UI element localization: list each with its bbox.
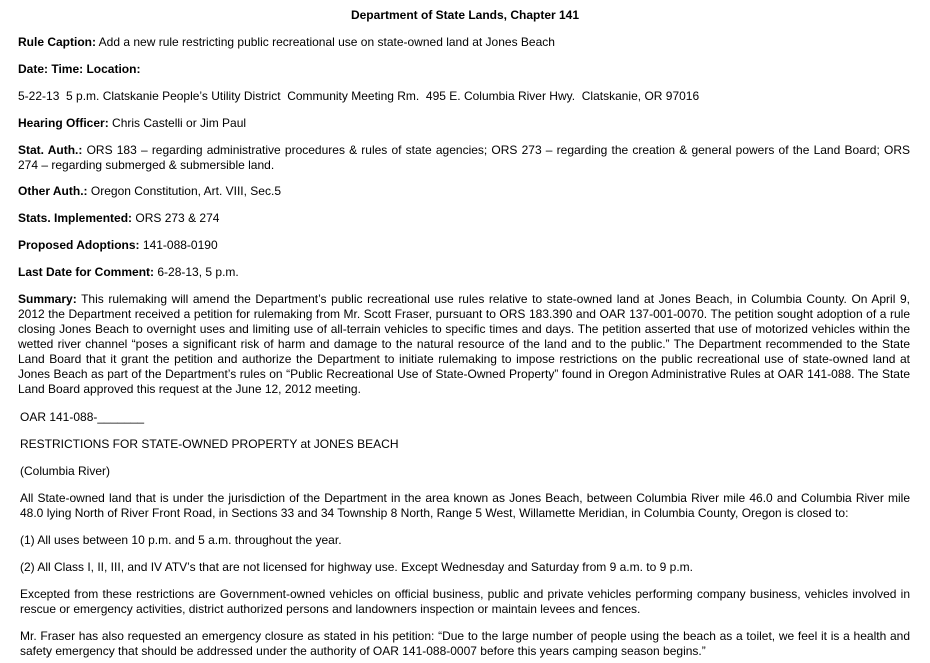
summary-value: This rulemaking will amend the Department’s public recreational use rules relative to state-owned land at Jones Beach, in Columbia County. On April 9, 2012 the Department received a petition for rulemaking from Mr. Scott Fraser, pursuant to ORS 183.390 and OAR 137-001-0070. The petition sought adoption of a rule closing Jones Beach to overnight uses and limiting use of all-terrain vehicles to specific times and days. The petition asserted that use of motorized vehicles within the wetted river channel “poses a significant risk of harm and damage to the natural resource of the land and to the public.” The Department recommended to the State Land Board that it grant the petition and authorize the Department to initiate rulemaking to impose restrictions on the public recreational use of state-owned land at Jones Beach as part of the Department’s rules on “Public Recreational Use of State-Owned Property” found in Oregon Administrative Rules at OAR 141-088. The State Land Board approved this request at the June 12, 2012 meeting. xyxy=(18,292,910,396)
stat-auth xyxy=(18,143,910,173)
stats-implemented-value: ORS 273 & 274 xyxy=(135,211,220,225)
stat-auth-label: Stat. Auth.: xyxy=(18,143,83,157)
stats-implemented-label: Stats. Implemented: xyxy=(18,211,133,225)
date-time-location xyxy=(18,62,910,77)
last-date-label: Last Date for Comment: xyxy=(18,265,155,279)
stat-auth-value: ORS 183 – regarding administrative procedures & rules of state agencies; ORS 273 – regarding the creation & general powers of the Land Board; ORS 274 – regarding submerged & submersible land. xyxy=(18,143,910,172)
emergency-closure-request: Mr. Fraser has also requested an emergency closure as stated in his petition: “Due to the large number of people using the beach as a toilet, we feel it is a health and safety emergency that should be addressed under the authority of OAR 141-088-0007 before this years camping season begins.” xyxy=(20,629,910,658)
last-date-for-comment xyxy=(18,265,910,280)
proposed-adoptions-value: 141-088-0190 xyxy=(142,238,218,252)
other-auth xyxy=(18,184,910,199)
last-date-value: 6-28-13, 5 p.m. xyxy=(157,265,239,279)
summary-label: Summary: xyxy=(18,292,77,306)
hearing-officer xyxy=(18,116,910,131)
meeting-info: 5-22-13 5 p.m. Clatskanie People’s Utility District Community Meeting Rm. 495 E. Columbia River Hwy. Clatskanie, OR 97016 xyxy=(18,89,700,103)
hearing-officer-value: Chris Castelli or Jim Paul xyxy=(112,116,247,130)
rule-caption-value: Add a new rule restricting public recreational use on state-owned land at Jones Beach xyxy=(98,35,555,49)
proposed-adoptions-label: Proposed Adoptions: xyxy=(18,238,140,252)
restriction-item-1: (1) All uses between 10 p.m. and 5 a.m. throughout the year. xyxy=(20,533,342,547)
restriction-item-2: (2) All Class I, II, III, and IV ATV’s that are not licensed for highway use. Except Wednesday and Saturday from 9 a.m. to 9 p.m. xyxy=(20,560,693,574)
rule-heading: RESTRICTIONS FOR STATE-OWNED PROPERTY at JONES BEACH xyxy=(20,437,399,451)
document-title: Department of State Lands, Chapter 141 xyxy=(350,8,580,22)
hearing-officer-label: Hearing Officer: xyxy=(18,116,109,130)
other-auth-value: Oregon Constitution, Art. VIII, Sec.5 xyxy=(90,184,281,198)
rule-subheading: (Columbia River) xyxy=(20,464,111,478)
other-auth-label: Other Auth.: xyxy=(18,184,88,198)
proposed-adoptions xyxy=(18,238,910,253)
date-time-location-label: Date: Time: Location: xyxy=(18,62,141,76)
stats-implemented xyxy=(18,211,910,226)
exceptions-paragraph: Excepted from these restrictions are Government-owned vehicles on official business, public and private vehicles performing company business, vehicles involved in rescue or emergency activities, district authorized persons and landowners inspection or maintain levees and fences. xyxy=(20,587,910,616)
land-description: All State-owned land that is under the jurisdiction of the Department in the area known as Jones Beach, between Columbia River mile 46.0 and Columbia River mile 48.0 lying North of River Front Road, in Sections 33 and 34 Township 8 North, Range 5 West, Willamette Meridian, in Columbia County, Oregon is closed to: xyxy=(20,491,910,520)
rule-caption-label: Rule Caption: xyxy=(18,35,96,49)
rule-caption xyxy=(18,35,910,50)
oar-number: OAR 141-088-_______ xyxy=(20,410,145,424)
summary xyxy=(18,292,910,397)
